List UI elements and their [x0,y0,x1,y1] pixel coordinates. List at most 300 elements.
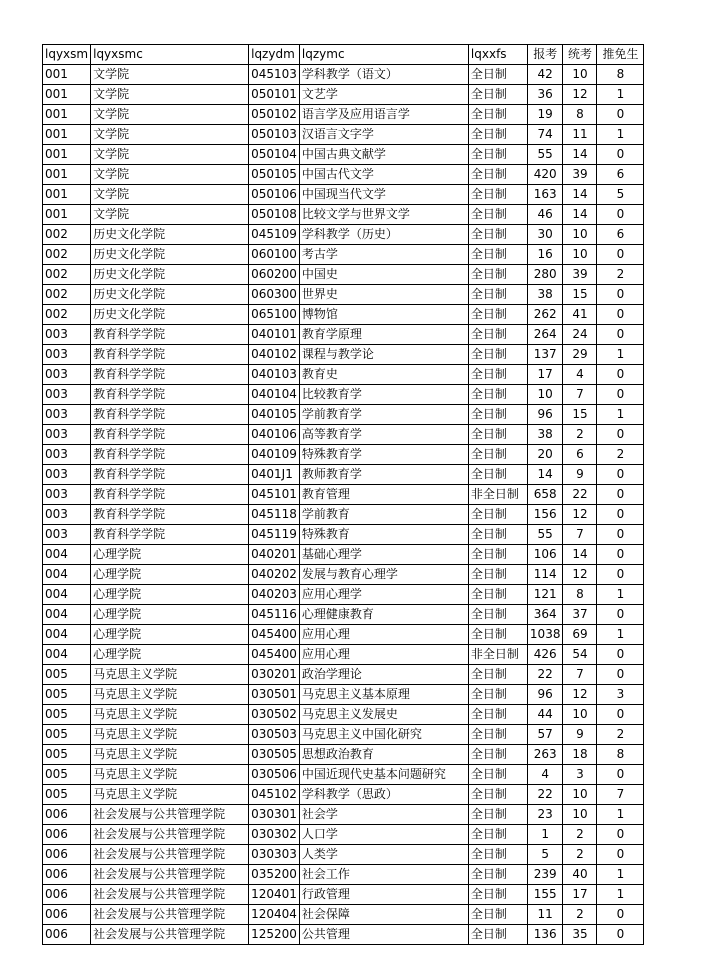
major-name-cell: 中国史 [299,265,468,285]
college-name-cell: 教育科学学院 [91,365,249,385]
major-name-cell: 学前教育学 [299,405,468,425]
exam-admits-cell: 14 [563,145,597,165]
major-code-cell: 050108 [249,205,300,225]
study-mode-cell: 全日制 [468,785,527,805]
applicants-cell: 38 [527,285,563,305]
college-code-cell: 001 [43,105,91,125]
table-row [43,145,644,165]
exam-admits-cell: 24 [563,325,597,345]
exam-admits-cell: 4 [563,365,597,385]
major-name-cell: 马克思主义中国化研究 [299,725,468,745]
study-mode-cell: 非全日制 [468,485,527,505]
applicants-cell: 106 [527,545,563,565]
major-code-cell: 030501 [249,685,300,705]
major-code-cell: 030503 [249,725,300,745]
table-row [43,585,644,605]
exam-admits-cell: 14 [563,205,597,225]
applicants-cell: 658 [527,485,563,505]
recommended-cell: 1 [597,585,644,605]
college-name-cell: 心理学院 [91,605,249,625]
study-mode-cell: 全日制 [468,105,527,125]
study-mode-cell: 全日制 [468,745,527,765]
table-row [43,645,644,665]
study-mode-cell: 全日制 [468,685,527,705]
major-name-cell: 特殊教育 [299,525,468,545]
major-name-cell: 语言学及应用语言学 [299,105,468,125]
applicants-cell: 264 [527,325,563,345]
major-code-cell: 040201 [249,545,300,565]
table-row [43,825,644,845]
applicants-cell: 263 [527,745,563,765]
table-row [43,185,644,205]
exam-admits-cell: 12 [563,685,597,705]
major-name-cell: 比较教育学 [299,385,468,405]
table-row [43,725,644,745]
table-row [43,745,644,765]
recommended-cell: 5 [597,185,644,205]
major-code-cell: 040103 [249,365,300,385]
exam-admits-cell: 9 [563,465,597,485]
major-name-cell: 汉语言文字学 [299,125,468,145]
major-name-cell: 中国现当代文学 [299,185,468,205]
college-name-cell: 社会发展与公共管理学院 [91,825,249,845]
recommended-cell: 1 [597,865,644,885]
major-code-cell: 040105 [249,405,300,425]
applicants-cell: 262 [527,305,563,325]
college-name-cell: 心理学院 [91,645,249,665]
study-mode-cell: 全日制 [468,585,527,605]
study-mode-cell: 全日制 [468,925,527,945]
table-row [43,245,644,265]
college-name-cell: 教育科学学院 [91,405,249,425]
applicants-cell: 420 [527,165,563,185]
study-mode-cell: 全日制 [468,705,527,725]
recommended-cell: 1 [597,345,644,365]
study-mode-cell: 全日制 [468,425,527,445]
college-name-cell: 社会发展与公共管理学院 [91,865,249,885]
exam-admits-cell: 18 [563,745,597,765]
table-row [43,205,644,225]
college-code-cell: 005 [43,745,91,765]
table-row [43,425,644,445]
applicants-cell: 364 [527,605,563,625]
major-name-cell: 应用心理 [299,625,468,645]
college-code-cell: 001 [43,65,91,85]
applicants-cell: 44 [527,705,563,725]
table-row [43,905,644,925]
study-mode-cell: 全日制 [468,85,527,105]
study-mode-cell: 全日制 [468,765,527,785]
study-mode-cell: 全日制 [468,625,527,645]
recommended-cell: 0 [597,645,644,665]
college-code-cell: 004 [43,565,91,585]
applicants-cell: 1 [527,825,563,845]
college-name-cell: 心理学院 [91,625,249,645]
study-mode-cell: 全日制 [468,325,527,345]
college-code-cell: 006 [43,845,91,865]
applicants-cell: 74 [527,125,563,145]
exam-admits-cell: 40 [563,865,597,885]
college-name-cell: 社会发展与公共管理学院 [91,905,249,925]
table-row [43,605,644,625]
recommended-cell: 6 [597,165,644,185]
major-code-cell: 120404 [249,905,300,925]
applicants-cell: 14 [527,465,563,485]
major-code-cell: 030302 [249,825,300,845]
applicants-cell: 16 [527,245,563,265]
recommended-cell: 0 [597,905,644,925]
college-code-cell: 003 [43,445,91,465]
major-name-cell: 教育史 [299,365,468,385]
major-code-cell: 045109 [249,225,300,245]
college-name-cell: 马克思主义学院 [91,785,249,805]
major-code-cell: 045101 [249,485,300,505]
exam-admits-cell: 7 [563,385,597,405]
study-mode-cell: 全日制 [468,205,527,225]
applicants-cell: 55 [527,525,563,545]
table-row [43,445,644,465]
admissions-table [42,44,644,945]
applicants-cell: 1038 [527,625,563,645]
recommended-cell: 0 [597,545,644,565]
college-code-cell: 003 [43,365,91,385]
major-name-cell: 文艺学 [299,85,468,105]
applicants-cell: 11 [527,905,563,925]
recommended-cell: 6 [597,225,644,245]
college-name-cell: 马克思主义学院 [91,685,249,705]
table-row [43,225,644,245]
table-row [43,485,644,505]
header-row [43,45,644,65]
recommended-cell: 0 [597,845,644,865]
study-mode-cell: 全日制 [468,345,527,365]
college-code-cell: 003 [43,465,91,485]
major-name-cell: 马克思主义发展史 [299,705,468,725]
major-code-cell: 030303 [249,845,300,865]
college-code-cell: 003 [43,505,91,525]
major-code-cell: 045116 [249,605,300,625]
college-code-cell: 002 [43,305,91,325]
college-code-cell: 001 [43,85,91,105]
table-row [43,865,644,885]
recommended-cell: 0 [597,325,644,345]
study-mode-cell: 全日制 [468,385,527,405]
college-name-cell: 文学院 [91,125,249,145]
college-name-cell: 文学院 [91,105,249,125]
exam-admits-cell: 37 [563,605,597,625]
table-row [43,665,644,685]
col-header-lqyxsmc: lqyxsmc [91,45,249,65]
major-code-cell: 050103 [249,125,300,145]
col-header-lqzydm: lqzydm [249,45,300,65]
table-row [43,805,644,825]
applicants-cell: 239 [527,865,563,885]
recommended-cell: 0 [597,505,644,525]
college-code-cell: 003 [43,525,91,545]
exam-admits-cell: 6 [563,445,597,465]
study-mode-cell: 全日制 [468,145,527,165]
exam-admits-cell: 2 [563,425,597,445]
exam-admits-cell: 10 [563,245,597,265]
applicants-cell: 96 [527,405,563,425]
applicants-cell: 137 [527,345,563,365]
study-mode-cell: 全日制 [468,305,527,325]
study-mode-cell: 全日制 [468,65,527,85]
exam-admits-cell: 7 [563,665,597,685]
study-mode-cell: 全日制 [468,465,527,485]
college-name-cell: 教育科学学院 [91,325,249,345]
applicants-cell: 426 [527,645,563,665]
college-code-cell: 001 [43,145,91,165]
study-mode-cell: 全日制 [468,565,527,585]
exam-admits-cell: 35 [563,925,597,945]
major-code-cell: 040109 [249,445,300,465]
applicants-cell: 17 [527,365,563,385]
major-name-cell: 教育管理 [299,485,468,505]
college-code-cell: 002 [43,225,91,245]
table-row [43,325,644,345]
major-code-cell: 120401 [249,885,300,905]
exam-admits-cell: 10 [563,805,597,825]
major-name-cell: 思想政治教育 [299,745,468,765]
exam-admits-cell: 14 [563,545,597,565]
recommended-cell: 0 [597,665,644,685]
study-mode-cell: 全日制 [468,865,527,885]
major-name-cell: 中国近现代史基本问题研究 [299,765,468,785]
major-name-cell: 教育学原理 [299,325,468,345]
exam-admits-cell: 2 [563,905,597,925]
exam-admits-cell: 12 [563,565,597,585]
major-name-cell: 应用心理学 [299,585,468,605]
major-name-cell: 学前教育 [299,505,468,525]
study-mode-cell: 全日制 [468,405,527,425]
college-name-cell: 教育科学学院 [91,505,249,525]
exam-admits-cell: 9 [563,725,597,745]
table-row [43,365,644,385]
major-name-cell: 世界史 [299,285,468,305]
recommended-cell: 2 [597,265,644,285]
college-name-cell: 文学院 [91,185,249,205]
college-code-cell: 005 [43,685,91,705]
recommended-cell: 0 [597,145,644,165]
major-name-cell: 课程与教学论 [299,345,468,365]
college-code-cell: 003 [43,405,91,425]
major-code-cell: 125200 [249,925,300,945]
college-name-cell: 文学院 [91,65,249,85]
table-row [43,625,644,645]
study-mode-cell: 非全日制 [468,645,527,665]
exam-admits-cell: 10 [563,225,597,245]
recommended-cell: 0 [597,365,644,385]
college-name-cell: 教育科学学院 [91,485,249,505]
recommended-cell: 0 [597,245,644,265]
college-name-cell: 历史文化学院 [91,265,249,285]
recommended-cell: 3 [597,685,644,705]
recommended-cell: 0 [597,485,644,505]
exam-admits-cell: 54 [563,645,597,665]
col-header-applicants: 报考 [527,45,563,65]
college-name-cell: 历史文化学院 [91,285,249,305]
college-name-cell: 文学院 [91,145,249,165]
table-row [43,125,644,145]
major-code-cell: 030301 [249,805,300,825]
recommended-cell: 0 [597,825,644,845]
recommended-cell: 0 [597,385,644,405]
college-code-cell: 002 [43,245,91,265]
major-name-cell: 博物馆 [299,305,468,325]
table-row [43,385,644,405]
major-code-cell: 030506 [249,765,300,785]
major-name-cell: 马克思主义基本原理 [299,685,468,705]
college-name-cell: 教育科学学院 [91,465,249,485]
major-code-cell: 030505 [249,745,300,765]
major-name-cell: 社会保障 [299,905,468,925]
college-name-cell: 历史文化学院 [91,305,249,325]
col-header-lqyxsm: lqyxsm [43,45,91,65]
recommended-cell: 8 [597,65,644,85]
major-name-cell: 基础心理学 [299,545,468,565]
exam-admits-cell: 69 [563,625,597,645]
study-mode-cell: 全日制 [468,185,527,205]
col-header-lqzymc: lqzymc [299,45,468,65]
college-code-cell: 004 [43,625,91,645]
college-code-cell: 002 [43,265,91,285]
col-header-recommended: 推免生 [597,45,644,65]
college-code-cell: 004 [43,545,91,565]
exam-admits-cell: 22 [563,485,597,505]
major-code-cell: 040203 [249,585,300,605]
major-code-cell: 040102 [249,345,300,365]
college-code-cell: 003 [43,425,91,445]
applicants-cell: 19 [527,105,563,125]
college-name-cell: 教育科学学院 [91,525,249,545]
recommended-cell: 2 [597,725,644,745]
college-name-cell: 教育科学学院 [91,425,249,445]
major-code-cell: 045103 [249,65,300,85]
exam-admits-cell: 15 [563,405,597,425]
major-code-cell: 045102 [249,785,300,805]
table-row [43,925,644,945]
recommended-cell: 0 [597,705,644,725]
recommended-cell: 0 [597,285,644,305]
table-row [43,525,644,545]
study-mode-cell: 全日制 [468,825,527,845]
college-code-cell: 002 [43,285,91,305]
recommended-cell: 0 [597,605,644,625]
table-row [43,785,644,805]
exam-admits-cell: 17 [563,885,597,905]
college-name-cell: 马克思主义学院 [91,705,249,725]
major-name-cell: 中国古代文学 [299,165,468,185]
table-row [43,845,644,865]
applicants-cell: 55 [527,145,563,165]
table-row [43,345,644,365]
exam-admits-cell: 3 [563,765,597,785]
major-name-cell: 人类学 [299,845,468,865]
college-code-cell: 001 [43,165,91,185]
applicants-cell: 5 [527,845,563,865]
major-code-cell: 060200 [249,265,300,285]
applicants-cell: 10 [527,385,563,405]
study-mode-cell: 全日制 [468,245,527,265]
exam-admits-cell: 39 [563,265,597,285]
exam-admits-cell: 39 [563,165,597,185]
recommended-cell: 1 [597,405,644,425]
table-row [43,165,644,185]
college-code-cell: 006 [43,905,91,925]
college-code-cell: 005 [43,785,91,805]
major-code-cell: 040104 [249,385,300,405]
study-mode-cell: 全日制 [468,545,527,565]
major-name-cell: 心理健康教育 [299,605,468,625]
table-row [43,765,644,785]
recommended-cell: 0 [597,525,644,545]
major-name-cell: 应用心理 [299,645,468,665]
recommended-cell: 0 [597,305,644,325]
major-code-cell: 045118 [249,505,300,525]
study-mode-cell: 全日制 [468,265,527,285]
major-name-cell: 比较文学与世界文学 [299,205,468,225]
exam-admits-cell: 10 [563,65,597,85]
college-code-cell: 001 [43,125,91,145]
applicants-cell: 121 [527,585,563,605]
college-code-cell: 006 [43,925,91,945]
major-code-cell: 050105 [249,165,300,185]
table-row [43,545,644,565]
major-code-cell: 065100 [249,305,300,325]
recommended-cell: 1 [597,805,644,825]
college-name-cell: 马克思主义学院 [91,745,249,765]
major-code-cell: 050101 [249,85,300,105]
exam-admits-cell: 12 [563,505,597,525]
college-name-cell: 历史文化学院 [91,225,249,245]
major-name-cell: 高等教育学 [299,425,468,445]
study-mode-cell: 全日制 [468,445,527,465]
applicants-cell: 42 [527,65,563,85]
table-row [43,505,644,525]
table-row [43,465,644,485]
college-code-cell: 005 [43,725,91,745]
college-name-cell: 教育科学学院 [91,345,249,365]
table-row [43,105,644,125]
exam-admits-cell: 11 [563,125,597,145]
recommended-cell: 0 [597,565,644,585]
recommended-cell: 7 [597,785,644,805]
college-name-cell: 心理学院 [91,565,249,585]
major-code-cell: 045400 [249,645,300,665]
college-code-cell: 005 [43,765,91,785]
recommended-cell: 1 [597,885,644,905]
recommended-cell: 1 [597,85,644,105]
table-row [43,565,644,585]
major-name-cell: 学科教学（语文） [299,65,468,85]
major-code-cell: 050106 [249,185,300,205]
recommended-cell: 0 [597,765,644,785]
major-code-cell: 030502 [249,705,300,725]
exam-admits-cell: 7 [563,525,597,545]
college-code-cell: 006 [43,825,91,845]
major-name-cell: 学科教学（思政） [299,785,468,805]
college-code-cell: 003 [43,345,91,365]
college-code-cell: 003 [43,385,91,405]
exam-admits-cell: 2 [563,845,597,865]
exam-admits-cell: 2 [563,825,597,845]
major-name-cell: 中国古典文献学 [299,145,468,165]
study-mode-cell: 全日制 [468,845,527,865]
major-name-cell: 公共管理 [299,925,468,945]
major-code-cell: 045119 [249,525,300,545]
applicants-cell: 22 [527,665,563,685]
